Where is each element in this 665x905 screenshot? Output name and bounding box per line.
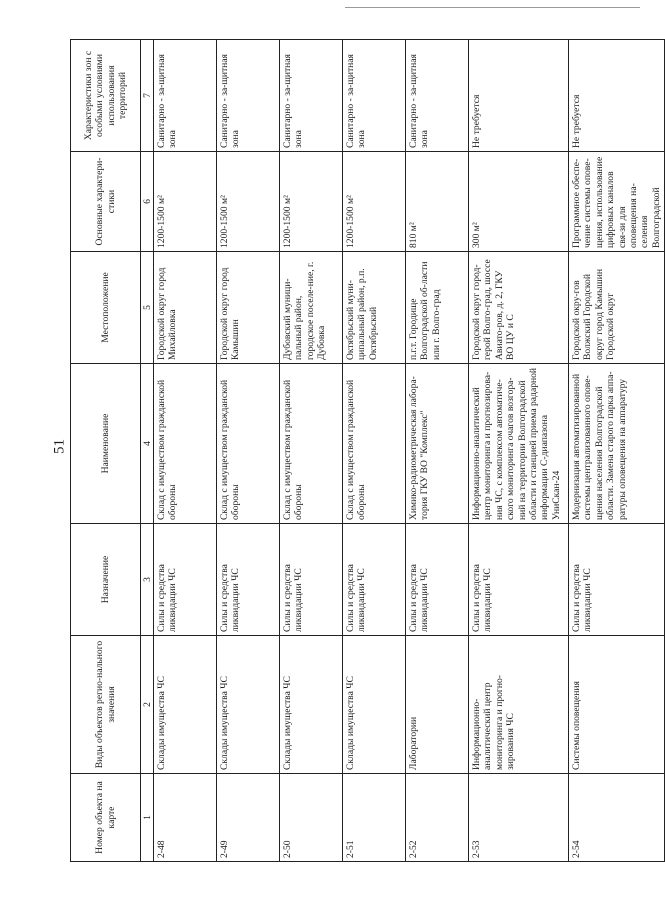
column-number-row bbox=[141, 40, 154, 862]
cell-location: Городской окру-гов Волжский Городской округ город Камышин Городской округ bbox=[569, 252, 665, 364]
cell-location: Городской округ город-герой Волго-град, шоссе Авиато-ров, д. 2, ГКУ ВО ЦУ и С bbox=[469, 252, 569, 364]
cell-specs: 1200-1500 м² bbox=[343, 152, 406, 252]
header-cell: Основные характери-стики bbox=[71, 152, 141, 252]
cell-purpose: Силы и средства ликвидации ЧС bbox=[469, 524, 569, 636]
cell-location: Городской округ город Камышин bbox=[217, 252, 280, 364]
cell-purpose: Силы и средства ликвидации ЧС bbox=[343, 524, 406, 636]
table-row bbox=[406, 40, 469, 862]
cell-name: Склад с имуществом гражданской обороны bbox=[217, 364, 280, 524]
column-number: 6 bbox=[141, 152, 154, 252]
cell-zones: Не требуется bbox=[569, 40, 665, 152]
cell-id: 2-51 bbox=[343, 774, 406, 862]
cell-zones: Санитарно - за-щитная зона bbox=[406, 40, 469, 152]
cell-zones: Санитарно - за-щитная зона bbox=[154, 40, 217, 152]
cell-specs: 1200-1500 м² bbox=[280, 152, 343, 252]
cell-type: Склады имущества ЧС bbox=[280, 636, 343, 774]
cell-type: Склады имущества ЧС bbox=[154, 636, 217, 774]
cell-location: Городской округ город Михайловка bbox=[154, 252, 217, 364]
header-cell: Номер объекта на карте bbox=[71, 774, 141, 862]
cell-location: Дубовский муници-пальный район, городское поселе-ние, г. Дубовка bbox=[280, 252, 343, 364]
cell-purpose: Силы и средства ликвидации ЧС bbox=[280, 524, 343, 636]
column-number: 2 bbox=[141, 636, 154, 774]
header-cell: Виды объектов регио-нального значения bbox=[71, 636, 141, 774]
header-cell: Характеристики зон с особыми условиями использования территорий bbox=[71, 40, 141, 152]
cell-type: Системы оповещения bbox=[569, 636, 665, 774]
cell-specs: Программное обеспе-чение системы опове-щения, использование цифровых каналов свя-зи для оповещения на-селения Волгоградской bbox=[569, 152, 665, 252]
cell-name: Информационно-аналитический центр мониторинга и прогнозирова-ния ЧС, с комплексом автоматиче-ского мониторинга очагов возгора-ний на территории Волгоградской области и станцией приема радарной информации С-диапазона УниСкан-24 bbox=[469, 364, 569, 524]
cell-specs: 810 м² bbox=[406, 152, 469, 252]
table-wrapper bbox=[70, 40, 662, 862]
cell-purpose: Силы и средства ликвидации ЧС bbox=[569, 524, 665, 636]
cell-name: Химико-радиометрическая лабора-тория ГКУ ВО "Комплекс" bbox=[406, 364, 469, 524]
cell-id: 2-54 bbox=[569, 774, 665, 862]
cell-purpose: Силы и средства ликвидации ЧС bbox=[154, 524, 217, 636]
cell-specs: 1200-1500 м² bbox=[217, 152, 280, 252]
cell-purpose: Силы и средства ликвидации ЧС bbox=[217, 524, 280, 636]
cell-location: п.г.т. Городище Волгоградской об-ласти или г. Волго-град bbox=[406, 252, 469, 364]
column-number: 7 bbox=[141, 40, 154, 152]
table-row bbox=[154, 40, 217, 862]
cell-zones: Санитарно - за-щитная зона bbox=[343, 40, 406, 152]
column-number: 4 bbox=[141, 364, 154, 524]
table-header-row bbox=[71, 40, 141, 862]
table-row bbox=[469, 40, 569, 862]
cell-id: 2-49 bbox=[217, 774, 280, 862]
rotated-table bbox=[70, 40, 662, 862]
cell-id: 2-50 bbox=[280, 774, 343, 862]
cell-specs: 300 м² bbox=[469, 152, 569, 252]
column-number: 1 bbox=[141, 774, 154, 862]
cell-zones: Санитарно - за-щитная зона bbox=[280, 40, 343, 152]
header-rule bbox=[345, 7, 640, 8]
table-row bbox=[343, 40, 406, 862]
header-cell: Наименование bbox=[71, 364, 141, 524]
column-number: 5 bbox=[141, 252, 154, 364]
cell-name: Склад с имуществом гражданской обороны bbox=[154, 364, 217, 524]
cell-id: 2-48 bbox=[154, 774, 217, 862]
table-row bbox=[569, 40, 665, 862]
table-row bbox=[217, 40, 280, 862]
cell-purpose: Силы и средства ликвидации ЧС bbox=[406, 524, 469, 636]
header-cell: Местоположение bbox=[71, 252, 141, 364]
cell-type: Лаборатории bbox=[406, 636, 469, 774]
cell-name: Склад с имуществом гражданской обороны bbox=[343, 364, 406, 524]
cell-id: 2-52 bbox=[406, 774, 469, 862]
cell-type: Склады имущества ЧС bbox=[217, 636, 280, 774]
page-number: 51 bbox=[51, 439, 68, 454]
cell-location: Октябрьский муни-ципальный район, р.п. Октябрьский bbox=[343, 252, 406, 364]
cell-specs: 1200-1500 м² bbox=[154, 152, 217, 252]
cell-type: Информационно-аналитический центр мониторинга и прогно-зирования ЧС bbox=[469, 636, 569, 774]
cell-name: Склад с имуществом гражданской обороны bbox=[280, 364, 343, 524]
column-number: 3 bbox=[141, 524, 154, 636]
table-row bbox=[280, 40, 343, 862]
objects-table bbox=[70, 39, 665, 862]
cell-type: Склады имущества ЧС bbox=[343, 636, 406, 774]
cell-id: 2-53 bbox=[469, 774, 569, 862]
cell-zones: Не требуется bbox=[469, 40, 569, 152]
header-cell: Назначение bbox=[71, 524, 141, 636]
cell-zones: Санитарно - за-щитная зона bbox=[217, 40, 280, 152]
cell-name: Модернизация автоматизированной системы централизованного опове-щения населения Волгоградской области. Замена старого парка аппа-ратуры оповещения на аппаратуру bbox=[569, 364, 665, 524]
